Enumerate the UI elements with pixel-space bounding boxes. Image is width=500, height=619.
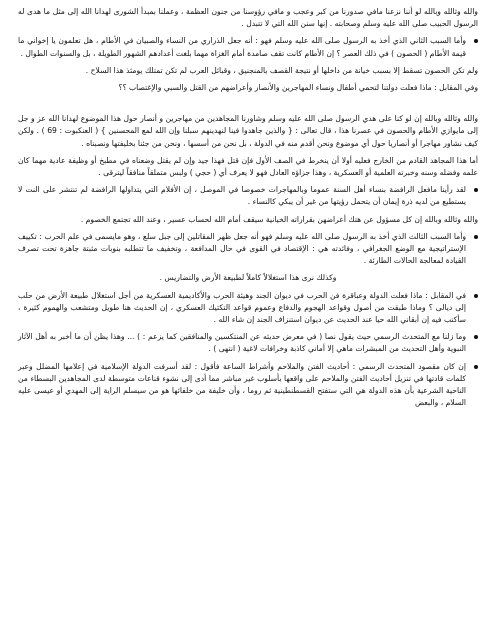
bullet-dot-icon <box>474 365 478 369</box>
text-line: أي ( حجي ) ولبس متملقاً منافقاً ليترقى . <box>98 168 227 178</box>
text-line: الرافضة لم تنتشر على النت لا يستطيع من لديه ذرة إيمان أن يتحمل رؤيتها من غير أن يبكي كالنساء . <box>18 185 466 207</box>
text-line: وما زلنا مع المتحدث الرسمي حيث يقول نصا ( في معرض حديثه عن المنتكسين والمنافقين كما يزعم : ) ... <box>127 332 466 342</box>
bullet-dot-icon <box>474 335 478 339</box>
text-line: وأما السبب الثاني الذي أخذ به الرسول صلى الله عليه وسلم فهو : أنه جعل الذراري من النساء والصبيان في <box>123 36 466 46</box>
text-line: الخصوم . <box>80 214 111 224</box>
paragraph <box>18 155 478 179</box>
paragraph <box>18 65 478 77</box>
text-line: التكتيك العسكري ، إن الحديث هنا طويل ومتشعب والهموم كثيرة ، سأكتب فيه إن أبقاني الله حيا عند الحديث <box>18 302 466 325</box>
bullet-paragraph <box>18 361 478 410</box>
text-line: أما هذا المجاهد القادم من الخارج فعليه أولا أن ينخرط في الصف الأول فإن قتل فهذا جيد وإن لم يقتل وضعناه في <box>119 155 478 165</box>
text-line: في إعلامها المضلل وعبر كلمات قادتها في تنزيل أحاديث الفتن والملاحم على واقعها بأسلوب غير مباشر مما <box>18 361 466 383</box>
text-line: ونحن أقدم منه في الدولة ، بل نحن من أسسها ، ونحن من جئنا بخليفتها ونصبناه . <box>81 138 334 148</box>
text-line: والله وثالله وبالله إن كل مسؤول عن هتك أعراضهن بقراراته الخيانية سيقف أمام الله لحساب عسير ، وعند الله تجتمع <box>112 214 478 224</box>
bullet-paragraph <box>18 184 478 208</box>
text-line: وأما السبب الثالث الذي أخذ به الرسول صلى الله عليه وسلم فهو أنه جعل ظهر المقاتلين إلى جبل سلع ، وهو <box>123 231 466 241</box>
bullet-paragraph <box>18 35 478 59</box>
text-line: لهدانا الله إلى مثل ما هدى له الرسول الحبيب صلى الله عليه وسلم وصحابته . إنها سنن الله التي لا تتبدل . <box>18 7 478 29</box>
text-line: وكذلك نرى هذا استغلالاً كاملاً لطبيعة الأرض والتضاريس . <box>159 273 337 283</box>
paragraph <box>18 214 478 226</box>
section-gap <box>18 99 478 113</box>
text-line: الغزاة مهما بلغت أعدادهم الشهور الطويلة ، بل والسنوات الطوال . <box>20 48 230 58</box>
text-line: المدافعة ، وتخفيف ما تتطلبه بنوبات مثبتة جاهزة تحت تصرف القيادة لمعالجة الحالات الطارئة . <box>18 244 466 266</box>
text-line: والله وثالله وبالله إن لو كنا على هدي الرسول صلى الله عليه وسلم وشاورنا المجاهدين من مهاجرين و أنصار حول هذا <box>110 114 478 124</box>
bullet-dot-icon <box>474 39 478 43</box>
text-line: وفي المقابل : ماذا فعلت دولتنا لتحمي أطفال ونساء المهاجرين والأنصار وأعراضهم من القتل والسبي والإغتصاب ؟؟ <box>118 83 478 93</box>
text-line: أدى إلى نشوء قناعات متوسطة لدى المجاهدين البسطاء من الناحية الشرعية بأن هذه الدولة هي التي ستفتح <box>18 373 466 396</box>
text-line: القسطنطينية ثم روما ، وأن خليفة من خلفائها هو من سيسلم الراية إلى المهدي أو عيسى عليه السلام ، والبعض <box>18 386 466 408</box>
text-line: السلاح . <box>85 65 112 75</box>
bullet-paragraph <box>18 231 478 268</box>
text-line: في المقابل : ماذا فعلت الدولة وعباقرة فن الحرب في ديوان الجند وهيئة الحرب والأكاديمية العسكرية من أجل <box>118 290 467 300</box>
text-line: لنهدينهم سبلنا وإن الله لمع المحسنين } ( العنكبوت : 69 ) . ولكن كيف نشاور مهاجرا أو أنصاريا حول أي موضوع <box>18 126 478 148</box>
paragraph <box>18 82 478 94</box>
paragraph <box>18 6 478 30</box>
text-line: مايسمى في علم الحرب : تكييف الإستراتيجية مع الوضع الجغرافي ، وفائدته هي : الإقتصاد في القوى في حال <box>18 231 466 254</box>
text-line: لقد رأينا مافعل الرافضة بنساء أهل السنة عموما وبالمهاجرات خصوصا في الموصل ، إن الأفلام التي يتداولها <box>119 185 466 195</box>
bullet-paragraph <box>18 331 478 355</box>
paragraph <box>18 113 478 150</box>
text-line: مطبخ أو وظيفة عادية مهما كان علمه وفضله وسنه وخبرته العلمية أو العسكرية ، وهذا جزاؤه العادل فهو لا يعرف <box>18 155 478 178</box>
text-line: ( انتهى ) . <box>208 344 241 354</box>
text-line: وهذا يظن أن ما أخبر به أهل الآثار النبوية وأهل التحديث من المبشرات ماهي إلا أماني كاذبة وخرافات لاغية <box>18 332 466 354</box>
bullet-dot-icon <box>474 188 478 192</box>
text-line: عن ديوان استنزاف الجند إن شاء الله . <box>213 315 335 325</box>
bullet-paragraph <box>18 290 478 327</box>
bullet-dot-icon <box>474 294 478 298</box>
paragraph <box>18 272 478 284</box>
text-line: الموضوع لهدانا الله عز و جل إلى مايوازي الأطام والحصون في عصرنا هذا ، قال تعالى : { والذين جاهدوا فينا <box>18 114 478 136</box>
text-line: ولم تكن الحصون تسقط إلا بسبب خيانة من داخلها أو نتيجة القصف بالمنجنيق ، وقبائل العرب لم تكن تمتلك يومئذ هذا <box>113 65 478 75</box>
bullet-dot-icon <box>474 235 478 239</box>
text-line: استغلال طبيعة الأرض من حلب إلى ديالى ؟ وماذا طبقت من أصول وقواعد الهجوم والدفاع وعموم قواعد <box>18 290 466 312</box>
text-line: الأطام ، هل تعلمون يا إخواني ما قيمة الأطام ( الحصون ) في ذلك العصر ؟ إن الأطام كانت تقف صامدة أمام <box>18 36 466 58</box>
text-line: والله وثالله وبالله لو أننا نزعنا مافي صدورنا من كبر وعجب و مافي رؤوسنا من جنون العظمة ، وعملنا بمبدأ الشورى <box>113 7 478 16</box>
text-line: إن كان مقصود المتحدث الرسمي : أحاديث الفتن والملاحم وأشراط الساعة فأقول : لقد أسرفت الدولة الإسلامية <box>100 361 466 371</box>
